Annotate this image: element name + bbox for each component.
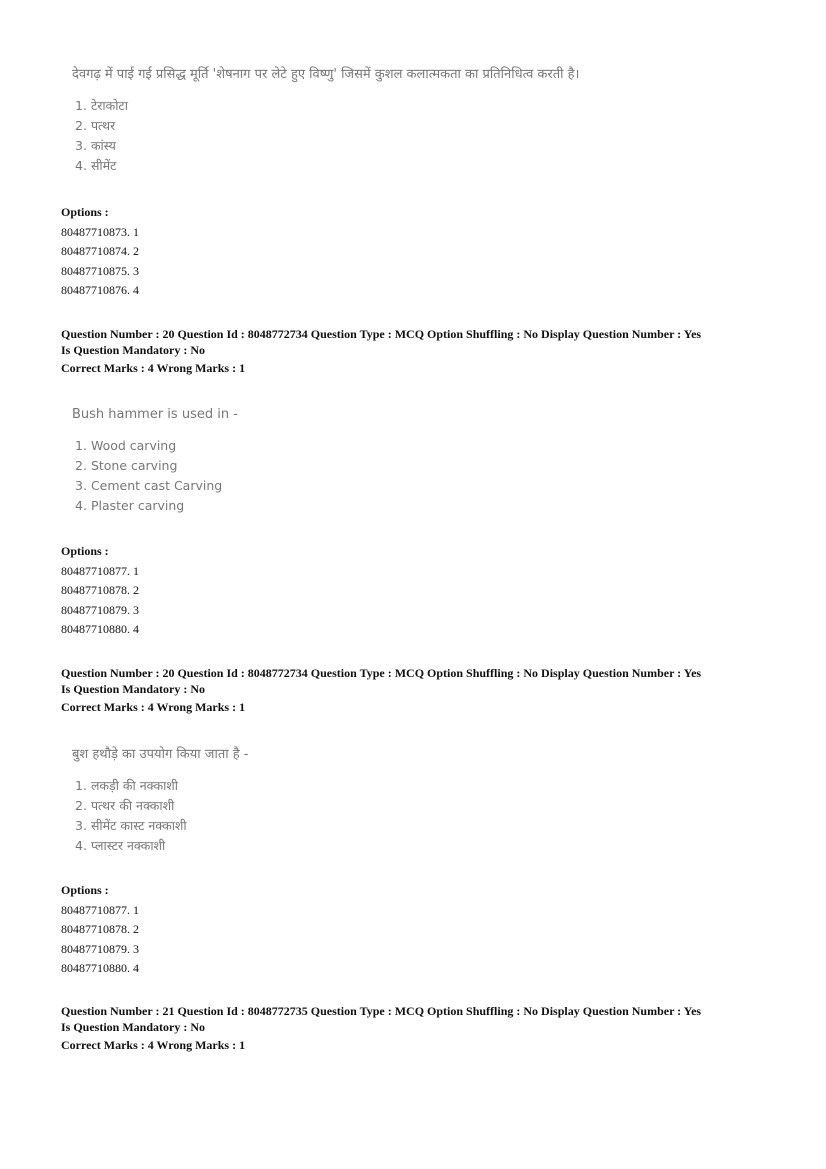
choice-number: 1. <box>75 438 87 453</box>
choice-text: कांस्य <box>90 138 116 153</box>
choice-text: Wood carving <box>90 438 177 453</box>
meta-line: Is Question Mandatory : No <box>61 1020 206 1034</box>
choice-list <box>72 436 238 516</box>
meta-line: Correct Marks : 4 Wrong Marks : 1 <box>61 1038 246 1052</box>
meta-line: Correct Marks : 4 Wrong Marks : 1 <box>61 361 246 375</box>
choice-text: Cement cast Carving <box>90 478 223 493</box>
question-image-hindi-1 <box>72 64 579 176</box>
choice-text: टेराकोटा <box>90 98 128 113</box>
choice-item <box>75 816 248 836</box>
question-stem: Bush hammer is used in - <box>72 407 238 422</box>
choice-item <box>75 156 579 176</box>
meta-line: Question Number : 20 Question Id : 8048772734 Question Type : MCQ Option Shuffling : No Display Question Number : Yes <box>61 666 702 680</box>
choice-number: 4. <box>75 158 87 173</box>
choice-list <box>72 776 248 856</box>
question-meta <box>61 1003 781 1053</box>
meta-line: Is Question Mandatory : No <box>61 682 206 696</box>
choice-item <box>75 776 248 796</box>
choice-item <box>75 496 238 516</box>
choice-number: 2. <box>75 798 87 813</box>
choice-list <box>72 96 579 176</box>
option-line: 80487710877. 1 <box>61 563 139 578</box>
options-label: Options : <box>61 883 109 897</box>
choice-item <box>75 436 238 456</box>
option-line: 80487710878. 2 <box>61 922 139 936</box>
choice-text: Plaster carving <box>90 498 185 513</box>
choice-text: सीमेंट कास्ट नक्काशी <box>90 818 187 833</box>
choice-text: लकड़ी की नक्काशी <box>90 778 179 793</box>
choice-text: Stone carving <box>90 458 178 473</box>
meta-line: Question Number : 20 Question Id : 8048772734 Question Type : MCQ Option Shuffling : No Display Question Number : Yes <box>61 327 702 341</box>
choice-text: पत्थर <box>90 118 116 133</box>
choice-number: 3. <box>75 138 87 153</box>
meta-line: Is Question Mandatory : No <box>61 343 206 357</box>
choice-item <box>75 116 579 136</box>
choice-text: पत्थर की नक्काशी <box>90 798 175 813</box>
question-meta <box>61 665 781 715</box>
option-line: 80487710880. 4 <box>61 622 139 636</box>
option-line: 80487710879. 3 <box>61 941 139 956</box>
choice-number: 1. <box>75 778 87 793</box>
choice-number: 1. <box>75 98 87 113</box>
options-label: Options : <box>61 205 109 219</box>
option-line: 80487710875. 3 <box>61 263 139 278</box>
choice-text: सीमेंट <box>90 158 117 173</box>
choice-item <box>75 476 238 496</box>
question-stem: देवगढ़ में पाई गई प्रसिद्ध मूर्ति 'शेषनाग पर लेटे हुए विष्णु' जिसमें कुशल कलात्मकता का प्रतिनिधित्व करती है। <box>72 67 580 82</box>
choice-item <box>75 836 248 856</box>
options-block <box>61 203 139 301</box>
question-image-english <box>72 407 238 516</box>
option-line: 80487710878. 2 <box>61 583 139 597</box>
meta-line: Question Number : 21 Question Id : 8048772735 Question Type : MCQ Option Shuffling : No Display Question Number : Yes <box>61 1004 702 1018</box>
option-line: 80487710877. 1 <box>61 902 139 917</box>
options-block <box>61 881 139 979</box>
options-block <box>61 542 139 640</box>
option-line: 80487710876. 4 <box>61 283 139 297</box>
option-line: 80487710873. 1 <box>61 224 139 239</box>
choice-item <box>75 136 579 156</box>
question-meta <box>61 326 781 376</box>
choice-number: 2. <box>75 118 87 133</box>
question-stem: बुश हथौड़े का उपयोग किया जाता है - <box>72 747 249 762</box>
choice-number: 3. <box>75 478 87 493</box>
choice-text: प्लास्टर नक्काशी <box>90 838 166 853</box>
choice-item <box>75 456 238 476</box>
choice-number: 4. <box>75 838 87 853</box>
choice-item <box>75 796 248 816</box>
option-line: 80487710880. 4 <box>61 961 139 975</box>
choice-number: 2. <box>75 458 87 473</box>
choice-number: 3. <box>75 818 87 833</box>
choice-number: 4. <box>75 498 87 513</box>
meta-line: Correct Marks : 4 Wrong Marks : 1 <box>61 700 246 714</box>
question-image-hindi-2 <box>72 744 248 856</box>
options-label: Options : <box>61 544 109 558</box>
option-line: 80487710879. 3 <box>61 602 139 617</box>
choice-item <box>75 96 579 116</box>
option-line: 80487710874. 2 <box>61 244 139 258</box>
